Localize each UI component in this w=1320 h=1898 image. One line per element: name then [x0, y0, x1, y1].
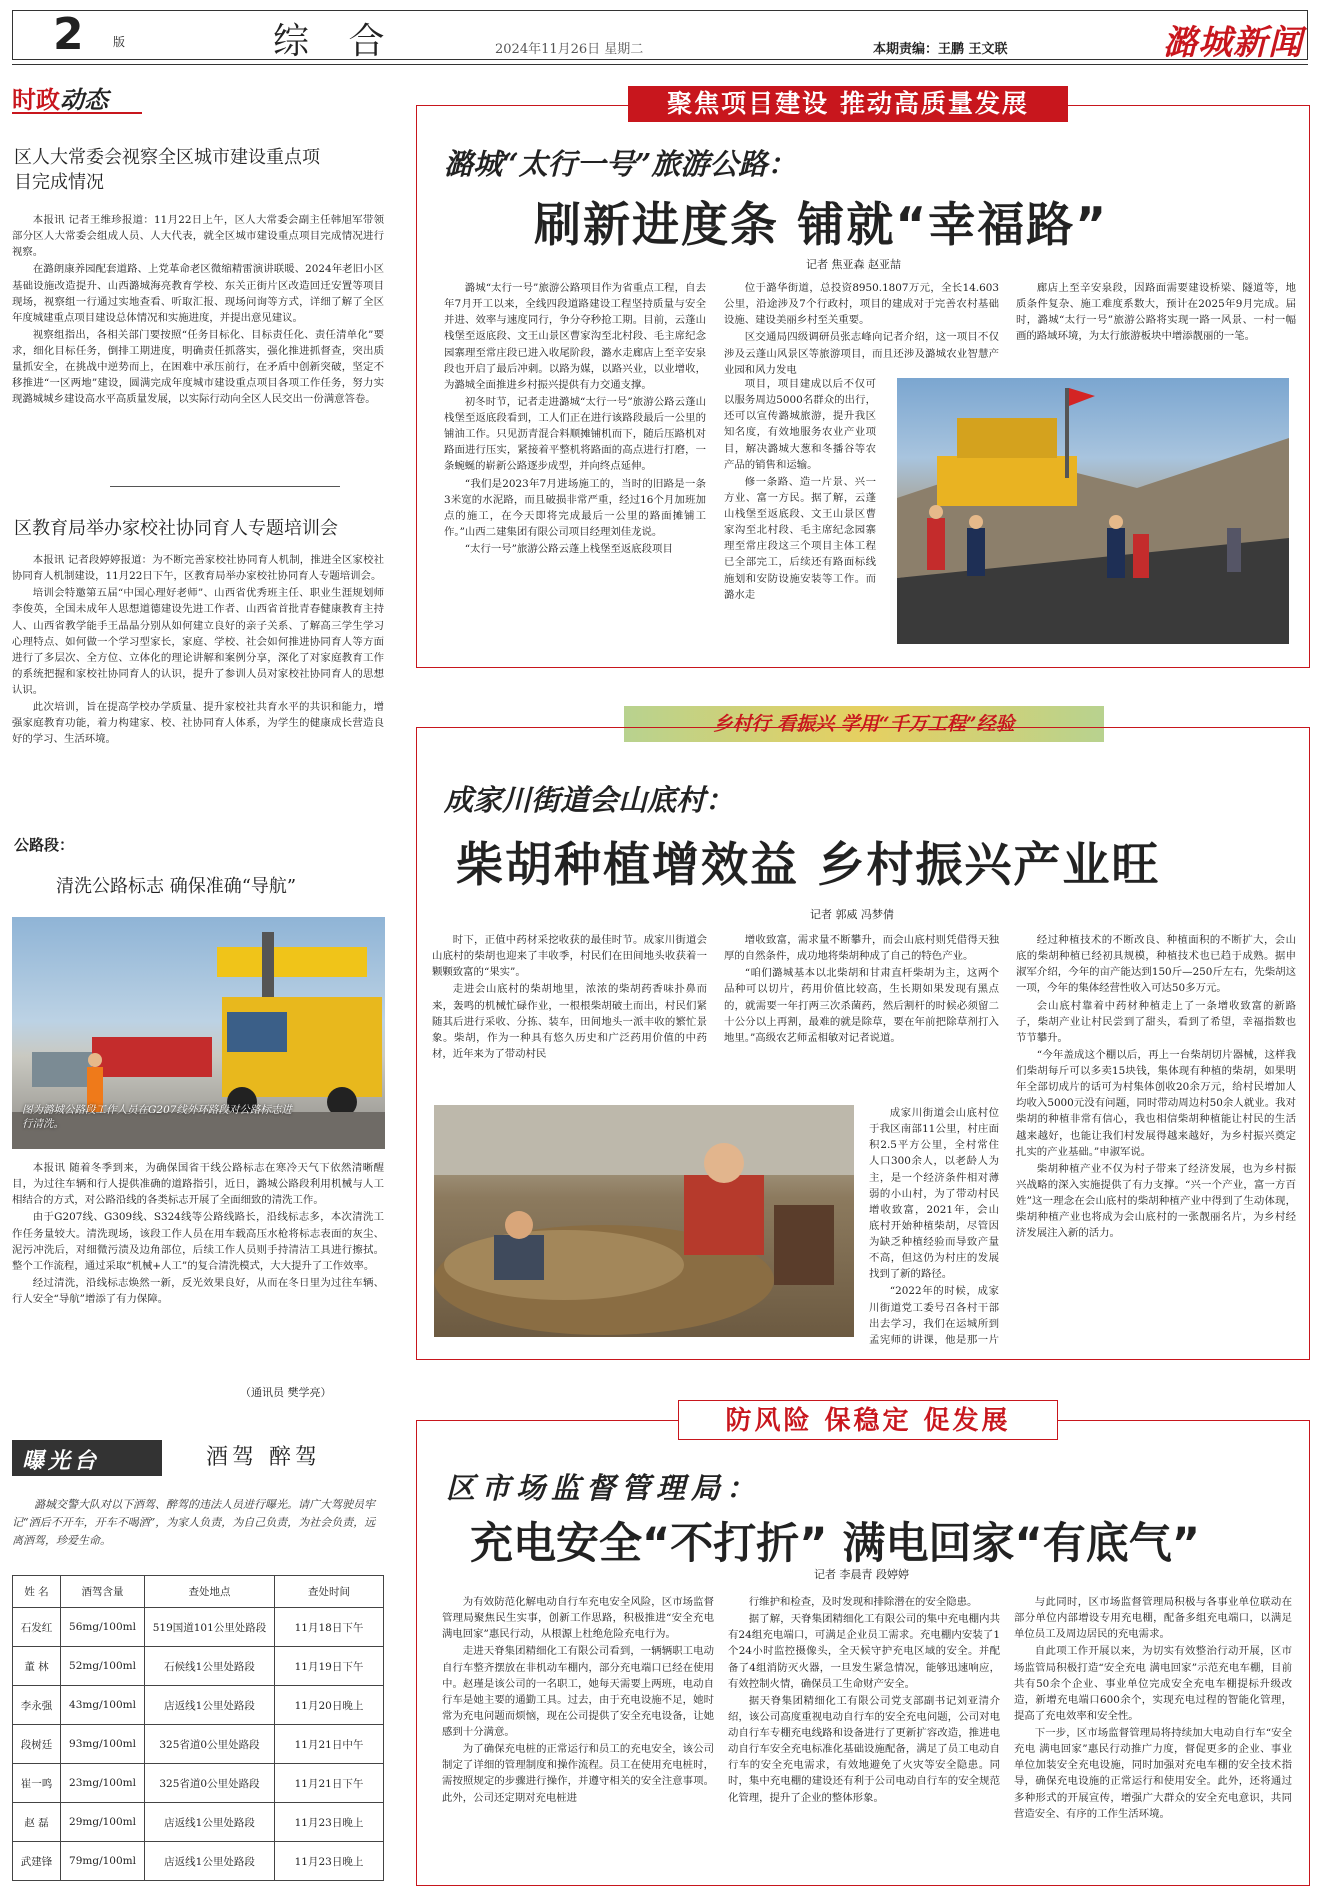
table-cell: 11月21日下午	[275, 1764, 384, 1803]
table-cell: 赵 磊	[13, 1803, 61, 1842]
paragraph: 由于G207线、G309线、S324线等公路线路长，沿线标志多，本次清洗工作任务量较大。清洗现场，该段工作人员在用车载高压水枪将标志表面的灰尘、泥污冲洗后，对细微污渍及边角部位，后续工作人员则手持清洁工具进行擦拭。整个工作流程，通过采取“机械+人工”的复合清洗模式，大大提升了工作效率。	[12, 1211, 384, 1272]
paragraph: 增收致富，需求量不断攀升，而会山底村则凭借得天独厚的自然条件，成功地将柴胡种成了自己的特色产业。	[724, 934, 999, 963]
article2-kicker: 成家川街道会山底村：	[444, 783, 735, 817]
paving-illustration	[897, 378, 1289, 644]
article2-col1	[432, 932, 707, 1100]
table-cell: 段树廷	[13, 1725, 61, 1764]
article2-col2a	[724, 932, 999, 1100]
article1-banner: 聚焦项目建设 推动高质量发展	[628, 86, 1068, 122]
paragraph: 据了解，天脊集团精细化工有限公司的集中充电棚内共有24组充电端口，可满足企业员工需求。充电棚内安装了1个24小时监控摄像头，全天候守护充电区域的安全。并配备了4组消防灭火器，一旦发生紧急情况，能够迅速响应，有效控制火情，确保员工生命财产安全。	[728, 1613, 1000, 1690]
table-cell: 43mg/100ml	[61, 1686, 145, 1725]
article1-kicker: 潞城“太行一号”旅游公路：	[444, 147, 797, 181]
article1-title: 刷新进度条 铺就“幸福路”	[534, 198, 1109, 253]
article3-col2	[728, 1594, 1000, 1879]
paragraph: 走进天脊集团精细化工有限公司看到，一辆辆职工电动自行车整齐摆放在非机动车棚内，部分充电端口已经在使用中。赵瑾是该公司的一名职工，她每天需要上两班，电动自行车是她主要的通勤工具。过去，由于充电设施不足，她时常为充电问题而烦恼，现在公司提供了安全充电设备，让她感到十分满意。	[442, 1645, 714, 1738]
paragraph: 区交通局四级调研员张志峰向记者介绍，这一项目不仅涉及云蓬山风景区等旅游项目，而且还涉及潞城农业智慧产业园和风力发电	[724, 331, 999, 376]
column-header: 查处时间	[275, 1576, 384, 1608]
exposure-brand: 曝光台	[12, 1440, 162, 1476]
paragraph: “我们是2023年7月进场施工的，当时的旧路是一条3米宽的水泥路，而且破损非常严重，经过16个月加班加点的施工，在今天即将完成最后一公里的路面摊铺工作。”山西二建集团有限公司项目经理刘佳龙说。	[444, 477, 706, 538]
table-cell: 董 林	[13, 1647, 61, 1686]
article1-col2b	[724, 376, 876, 660]
section-tag-underline	[12, 112, 142, 114]
paragraph: 自此项工作开展以来，为切实有效整治行动开展，区市场监管局积极打造“安全充电 满电回家”示范充电车棚，目前共有50余个企业、事业单位完成安全充电车棚提标升级改造，新增充电端口600余个，实现充电过程的智能化管理，提高了充电效率和安全性。	[1014, 1645, 1292, 1722]
table-cell: 52mg/100ml	[61, 1647, 145, 1686]
paragraph: “太行一号”旅游公路云蓬上栈堡至返底段项目	[464, 543, 673, 555]
article3-col1	[442, 1594, 714, 1879]
article2-byline: 记者 郭威 冯梦倩	[810, 908, 894, 921]
section-name: 综 合	[273, 21, 399, 62]
table-cell: 石发红	[13, 1608, 61, 1647]
table-cell: 崔一鸣	[13, 1764, 61, 1803]
paragraph: 据天脊集团精细化工有限公司党支部副书记刘亚清介绍，该公司高度重视电动自行车的安全充电问题，公司对电动自行车专棚充电线路和设备进行了更新扩容改造，推进电动自行车安全充电标准化基础设施配备，满足了员工电动自行车的安全充电需求，有效地避免了火灾等安全隐患。同时，集中充电棚的建设还有利于公司电动自行车的安全规范化管理，提升了企业的整体形象。	[728, 1694, 1000, 1804]
table-row	[13, 1842, 384, 1881]
table-cell: 325省道0公里处路段	[145, 1764, 275, 1803]
article3-title: 充电安全“不打折” 满电回家“有底气”	[470, 1519, 1201, 1569]
section-tag-red: 时政	[12, 85, 60, 114]
paragraph: 本报讯 记者王维珍报道：11月22日上午，区人大常委会副主任韩旭军带领部分区人大常委会组成人员、人大代表，就全区城市建设重点项目完成情况进行视察。	[12, 214, 384, 259]
paragraph: 会山底村靠着中药材种植走上了一条增收致富的新路子，柴胡产业让村民尝到了甜头，看到了希望，幸福指数也节节攀升。	[1016, 999, 1296, 1044]
masthead-rule	[12, 64, 1308, 65]
bupleurum-harvest-photo	[434, 1105, 854, 1337]
article1-col2a	[724, 280, 999, 376]
paragraph: 本报讯 随着冬季到来，为确保国省干线公路标志在寒冷天气下依然清晰醒目，为过往车辆和行人提供准确的道路指引，近日，潞城公路段利用机械与人工相结合的方式，对公路沿线的各类标志开展了全面细致的清洗工作。	[12, 1162, 384, 1207]
news3-title: 清洗公路标志 确保准确“导航”	[56, 876, 297, 897]
paragraph: 初冬时节，记者走进潞城“太行一号”旅游公路云蓬山栈堡至返底段看到，工人们正在进行该路段最后一公里的铺油工作。只见沥青混合料顺摊铺机而下，随后压路机对路面进行压实，紧接着平整机将路面的高点进行打磨，一条蜿蜒的崭新公路逐步成型，并向终点延伸。	[444, 395, 706, 473]
masthead	[12, 9, 1308, 63]
table-row	[13, 1764, 384, 1803]
drunk-driving-table	[12, 1575, 384, 1881]
divider	[110, 486, 340, 487]
issue-date: 2024年11月26日 星期二	[495, 42, 644, 57]
paragraph: 柴胡种植产业不仅为村子带来了经济发展，也为乡村振兴战略的深入实施提供了有力支撑。“兴一个产业，富一方百姓”这一理念在会山底村的柴胡种植产业中得到了生动体现，柴胡种植产业也将成为会山底村的一张靓丽名片，为乡村经济发展注入新的活力。	[1016, 1162, 1296, 1240]
article2-banner: 乡村行 看振兴 学用“千万工程”经验	[624, 706, 1104, 742]
table-cell: 519国道101公里处路段	[145, 1608, 275, 1647]
article2-col3	[1016, 932, 1296, 1342]
table-cell: 11月23日晚上	[275, 1842, 384, 1881]
paragraph: 行维护和检查，及时发现和排除潜在的安全隐患。	[748, 1596, 978, 1608]
article2-col2b	[869, 1105, 999, 1345]
paragraph: “2022年的时候，成家川街道党工委号召各村干部出去学习，我们在运城所到孟宪师的讲课，他是那一片	[869, 1285, 999, 1345]
news1-title: 区人大常委会视察全区城市建设重点项目完成情况	[14, 147, 320, 194]
table-cell: 79mg/100ml	[61, 1842, 145, 1881]
road-paving-photo	[897, 378, 1289, 644]
paragraph: 潞城“太行一号”旅游公路项目作为省重点工程，自去年7月开工以来，全线四段道路建设工程坚持质量与安全并进、效率与速度同行，争分夺秒抢工期。目前，云蓬山栈堡至返底段、文王山景区曹家沟至北村段、毛主席纪念园寨理至常庄段已进入收尾阶段，潞水走廊店上至辛安泉段也开启了最后冲刺。以路为媒，以路兴业，以业增收，为潞城全面推进乡村振兴提供有力交通支撑。	[444, 282, 706, 391]
table-row	[13, 1647, 384, 1686]
article3-col3	[1014, 1594, 1292, 1879]
paragraph: 经过清洗，沿线标志焕然一新，反光效果良好，从而在冬日里为过往车辆、行人安全“导航”增添了有力保障。	[12, 1276, 384, 1305]
paragraph: 经过种植技术的不断改良、种植面积的不断扩大，会山底的柴胡种植已经初具规模，种植技术也已趋于成熟。据申淑军介绍，今年的亩产能达到150斤—250斤左右，先柴胡这一项，今年的集体经营性收入可达50多万元。	[1016, 934, 1296, 995]
paragraph: 下一步，区市场监督管理局将持续加大电动自行车“安全充电 满电回家”惠民行动推广力度，督促更多的企业、事业单位加装安全充电设施，同时加强对充电车棚的安全技术指导，确保充电设施的正常运行和使用安全。此外，还将通过多种形式的开展宣传，增强广大群众的安全充电意识，共同营造安全、有序的工作生活环境。	[1014, 1727, 1292, 1820]
paragraph: 位于潞华街道，总投资8950.1807万元，全长14.603公里，沿途涉及7个行政村，项目的建成对于完善农村基础设施、建设美丽乡村至关重要。	[724, 282, 999, 327]
table-row	[13, 1803, 384, 1842]
page-editors: 本期责编：王鹏 王文联	[873, 42, 1008, 57]
article1-col1	[444, 280, 706, 660]
table-cell: 11月19日下午	[275, 1647, 384, 1686]
news3-byline: （通讯员 樊学亮）	[240, 1386, 332, 1399]
table-cell: 石候线1公里处路段	[145, 1647, 275, 1686]
column-header: 姓 名	[13, 1576, 61, 1608]
table-cell: 11月23日晚上	[275, 1803, 384, 1842]
article3-kicker: 区市场监督管理局：	[446, 1471, 762, 1505]
paragraph: 为有效防范化解电动自行车充电安全风险，区市场监督管理局聚焦民生实事，创新工作思路，积极推进“安全充电 满电回家”惠民行动，从根源上杜绝危险充电行为。	[442, 1596, 714, 1641]
table-cell: 11月20日晚上	[275, 1686, 384, 1725]
column-header: 酒驾含量	[61, 1576, 145, 1608]
table-cell: 325省道0公里处路段	[145, 1725, 275, 1764]
table-cell: 武建锋	[13, 1842, 61, 1881]
table-cell: 29mg/100ml	[61, 1803, 145, 1842]
paragraph: 此次培训，旨在提高学校办学质量、提升家校社共育水平的共识和能力，增强家庭教育功能，着力构建家、校、社协同育人体系，为学生的健康成长营造良好的学习、生活环境。	[12, 701, 384, 746]
photo-caption: 图为潞城公路段工作人员在G207线外环路段对公路标志进行清洗。	[22, 1104, 292, 1131]
table-cell: 店返线1公里处路段	[145, 1803, 275, 1842]
table-row	[13, 1725, 384, 1764]
paragraph: “今年盖成这个棚以后，再上一台柴胡切片器械，这样我们柴胡每斤可以多卖15块钱，集体现有种植的柴胡，如果明年全部切成片的话可为村集体创收20余万元，给村民增加人均收入5000元没有问题，同时带动周边村50余人就业。我对柴胡的种植非常有信心，我也相信柴胡种植能让村民的生活越来越好，也能让我们村发展得越来越好，为乡村振兴奠定扎实的产业基础。”申淑军说。	[1016, 1048, 1296, 1158]
exposure-title: 酒驾 醉驾	[206, 1445, 321, 1470]
paragraph: “咱们潞城基本以北柴胡和甘肃直杆柴胡为主，这两个品种可以切片，药用价值比较高，生长期如果发现有黑点的，就需要一年打两三次杀菌药，然后割杆的时候必须留二十公分以上再割，最难的就是除草，要在年前把除草剂打入地里。”高级农艺师孟相敏对记者说道。	[724, 967, 999, 1044]
table-cell: 李永强	[13, 1686, 61, 1725]
paragraph: 成家川街道会山底村位于我区南部11公里，村庄面积2.5平方公里，全村常住人口300余人，以老龄人为主，是一个经济条件相对薄弱的小山村，为了带动村民增收致富，2021年，会山底村开始种植柴胡，尽管因为缺乏种植经验而导致产量不高，但这仍为村庄的发展找到了新的路径。	[869, 1107, 999, 1281]
paragraph: 培训会特邀第五届“中国心理好老师”、山西省优秀班主任、职业生涯规划师李俊英，全国未成年人思想道德建设先进工作者、山西省首批青春健康教育主持人、山西省教学能手王晶晶分别从如何建立良好的亲子关系、了解高三学生学习心理特点、如何做一个学习型家长，家庭、学校、社会如何推进协同育人等方面进行了多层次、全方位、立体化的理论讲解和案例分享，深化了对家庭教育工作的系统把握和家校社协同育人的认识，提升了参训人员对家校社协同育人的思想认识。	[12, 587, 384, 696]
article3-byline: 记者 李晨青 段婷婷	[814, 1568, 909, 1581]
paragraph: 在潞朗康养园配套道路、上党革命老区微缩精雷演讲联暖、2024年老旧小区基础设施改造提升、山西潞城海亮教育学校、东关正街片区改造回迁安置等项目现场，视察组一行通过实地查看、听取汇报、现场问询等方式，详细了解了全区年度城建重点项目建设总体情况和实施进度，并提出意见建议。	[12, 263, 384, 324]
section-tag-black: 动态	[60, 85, 108, 114]
paragraph: 与此同时，区市场监督管理局积极与各事业单位联动在部分单位内部增设专用充电棚，配备多组充电端口，以满足单位员工及周边居民的充电需求。	[1014, 1596, 1292, 1641]
paragraph: 本报讯 记者段婷婷报道：为不断完善家校社协同育人机制，推进全区家校社协同育人机制建设，11月22日下午，区教育局举办家校社协同育人专题培训会。	[12, 554, 384, 583]
paragraph: 廊店上至辛安泉段，因路面需要建设桥梁、隧道等，地质条件复杂、施工难度系数大，预计在2025年9月完成。届时，潞城“太行一号”旅游公路将实现一路一风景、一村一幅画的路域环境，为太行旅游板块中增添靓丽的一笔。	[1016, 282, 1296, 343]
table-cell: 店返线1公里处路段	[145, 1842, 275, 1881]
table-row	[13, 1686, 384, 1725]
paper-logo: 潞城新闻	[1163, 23, 1303, 63]
table-cell: 56mg/100ml	[61, 1608, 145, 1647]
table-cell: 店返线1公里处路段	[145, 1686, 275, 1725]
news1-body	[12, 212, 384, 472]
article1-col3	[1016, 280, 1296, 376]
news3-kicker: 公路段：	[14, 836, 75, 854]
paragraph: 走进会山底村的柴胡地里，浓浓的柴胡药香味扑鼻而来，轰鸣的机械忙碌作业，一根根柴胡破土而出，村民们紧随其后进行采收、分拣、装车，田间地头一派丰收的繁忙景象。柴胡，作为一种具有悠久历史和广泛药用价值的中药材，近年来为了带动村民	[432, 983, 707, 1060]
section-tag	[12, 80, 108, 115]
table-cell: 93mg/100ml	[61, 1725, 145, 1764]
paragraph: 视察组指出，各相关部门要按照“任务目标化、目标责任化、责任清单化”要求，细化目标任务，倒排工期进度，明确责任抓落实，强化推进抓督查，突出质量抓安全，在挑战中逆势而上，在困难中承压前行，在矛盾中创新突破，坚定不移推进“一区两地”建设，圆满完成年度城市建设重点项目各项工作任务，努力实现潞城城乡建设高水平高质量发展，以实际行动向全区人民交出一份满意答卷。	[12, 328, 384, 406]
column-header: 查处地点	[145, 1576, 275, 1608]
news2-title: 区教育局举办家校社协同育人专题培训会	[14, 518, 338, 539]
paragraph: 修一条路、造一片景、兴一方业、富一方民。据了解，云蓬山栈堡至返底段、文王山景区曹家沟至北村段、毛主席纪念园寨理至常庄段这三个项目主体工程已全部完工，后续还有路面标线施划和安防设施安装等工作。而潞水走	[724, 475, 876, 601]
table-cell: 11月18日下午	[275, 1608, 384, 1647]
paragraph: 时下，正值中药材采挖收获的最佳时节。成家川街道会山底村的柴胡也迎来了丰收季，村民们在田间地头收获着一颗颗致富的“果实”。	[432, 934, 707, 979]
table-cell: 11月21日中午	[275, 1725, 384, 1764]
news2-body	[12, 552, 384, 792]
page-unit: 版	[113, 35, 126, 49]
harvest-illustration	[434, 1105, 854, 1337]
exposure-intro: 潞城交警大队对以下酒驾、醉驾的违法人员进行曝光。请广大驾驶员牢记“酒后不开车，开车不喝酒”，为家人负责，为自己负责，为社会负责，远离酒驾，珍爱生命。	[12, 1498, 376, 1548]
page-number: 2	[53, 9, 84, 60]
article2-title: 柴胡种植增效益 乡村振兴产业旺	[456, 838, 1161, 893]
table-row	[13, 1608, 384, 1647]
table-cell: 23mg/100ml	[61, 1764, 145, 1803]
paragraph: 为了确保充电桩的正常运行和员工的充电安全，该公司制定了详细的管理制度和操作流程。员工在使用充电桩时，需按照规定的步骤进行操作，并遵守相关的安全注意事项。此外，公司还定期对充电桩进	[442, 1743, 714, 1804]
road-sign-cleaning-photo	[12, 917, 385, 1149]
paragraph: 项目，项目建成以后不仅可以服务周边5000名群众的出行，还可以宣传潞城旅游，提升我区知名度，有效地服务农业产业项目，解决潞城大葱和冬播谷等农产品的销售和运输。	[724, 378, 876, 471]
article3-banner: 防风险 保稳定 促发展	[678, 1400, 1058, 1440]
article1-byline: 记者 焦亚森 赵亚喆	[806, 258, 901, 271]
news3-body	[12, 1160, 384, 1385]
